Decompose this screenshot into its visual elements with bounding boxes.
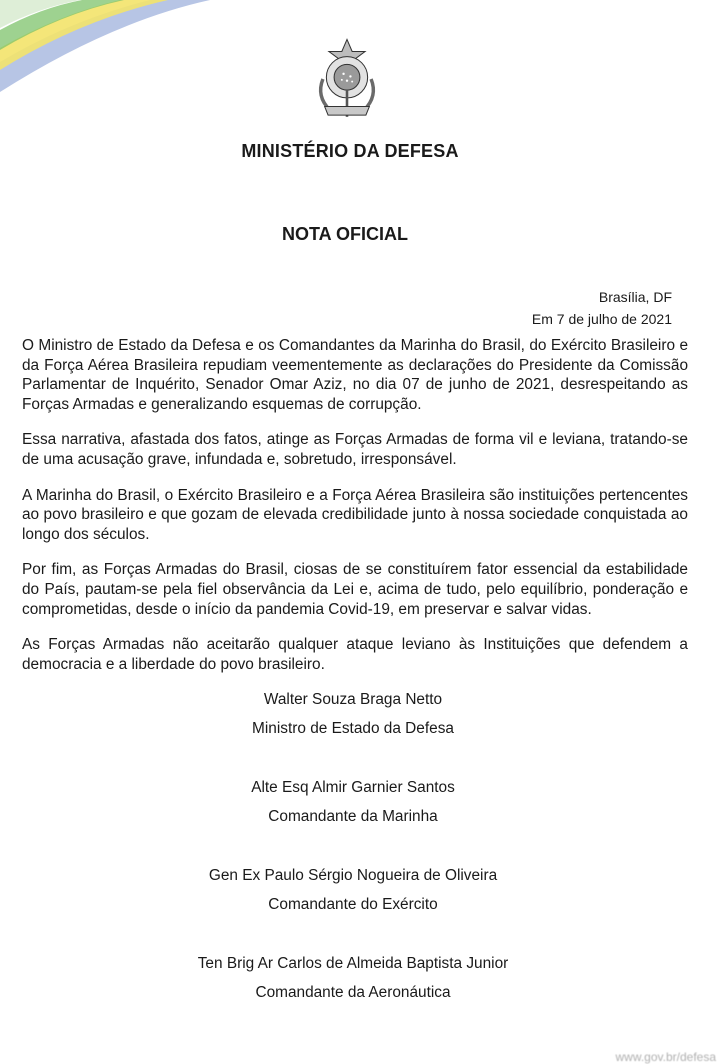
signatory-role: Comandante do Exército [268, 896, 438, 913]
signature-section [0, 690, 706, 1042]
ministry-title: MINISTÉRIO DA DEFESA [241, 141, 459, 161]
signature-block [0, 778, 706, 866]
signature-block [0, 866, 706, 954]
signatory-role: Comandante da Marinha [268, 808, 438, 825]
paragraph: Por fim, as Forças Armadas do Brasil, ciosas de se constituírem fator essencial da estabilidade do País, pautam-se pela fiel observância da Lei e, acima de tudo, pelo equilíbrio, ponderação e comprometidas, desde o início da pandemia Covid-19, em preservar e salvar vidas. [22, 561, 688, 618]
paragraph: Essa narrativa, afastada dos fatos, atinge as Forças Armadas de forma vil e leviana, tratando-se de uma acusação grave, infundada e, sobretudo, irresponsável. [22, 431, 688, 468]
footer-url: www.gov.br/defesa [615, 1050, 716, 1064]
signatory-name: Ten Brig Ar Carlos de Almeida Baptista Junior [197, 955, 509, 972]
signatory-name: Walter Souza Braga Netto [263, 691, 443, 708]
signatory-name: Alte Esq Almir Garnier Santos [251, 779, 455, 796]
signature-block [0, 954, 706, 1042]
signatory-name: Gen Ex Paulo Sérgio Nogueira de Oliveira [208, 867, 498, 884]
signature-block [0, 690, 706, 778]
paragraph: O Ministro de Estado da Defesa e os Comandantes da Marinha do Brasil, do Exército Brasileiro e da Força Aérea Brasileira repudiam veementemente as declarações do Presidente da Comissão Parlamentar de Inquérito, Senador Omar Aziz, no dia 07 de junho de 2021, desrespeitando as Forças Armadas e generalizando esquemas de corrupção. [22, 337, 688, 413]
place-date [532, 286, 672, 330]
document-title: NOTA OFICIAL [282, 224, 408, 244]
paragraph: A Marinha do Brasil, o Exército Brasileiro e a Força Aérea Brasileira são instituições pertencentes ao povo brasileiro e que gozam de elevada credibilidade junto à nossa sociedade conquistada ao longo dos séculos. [22, 486, 688, 543]
note-body [22, 336, 688, 690]
place: Brasília, DF [598, 289, 672, 305]
signatory-role: Comandante da Aeronáutica [255, 984, 451, 1001]
date: Em 7 de julho de 2021 [531, 311, 672, 327]
signatory-role: Ministro de Estado da Defesa [252, 720, 454, 737]
flag-stripes-decoration [0, 0, 210, 120]
brazil-coat-of-arms-icon [304, 36, 390, 122]
paragraph: As Forças Armadas não aceitarão qualquer ataque leviano às Instituições que defendem a democracia e a liberdade do povo brasileiro. [22, 636, 688, 673]
